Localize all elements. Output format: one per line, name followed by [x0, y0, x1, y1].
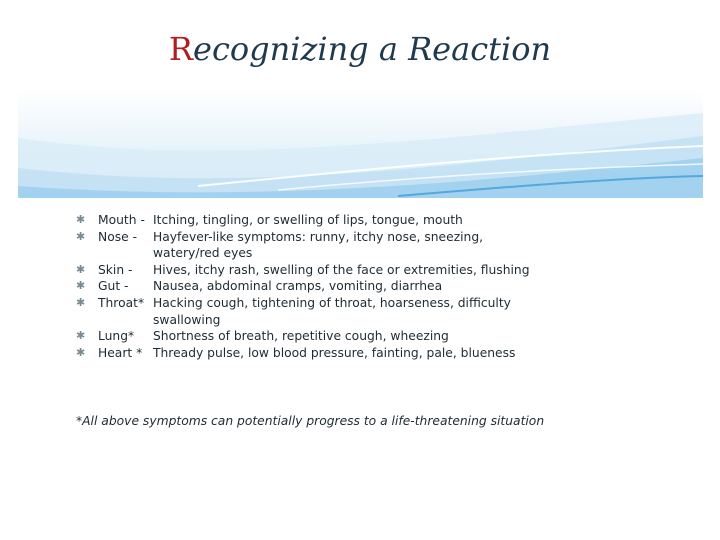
- list-item: [76, 278, 546, 295]
- symptom-text: Hayfever-like symptoms: runny, itchy nose, sneezing, watery/red eyes: [153, 229, 484, 261]
- symptom-text: Hacking cough, tightening of throat, hoarseness, difficulty swallowing: [153, 295, 511, 327]
- list-item: [76, 295, 546, 328]
- list-item: [76, 345, 546, 362]
- star-bullet-icon: ✱: [76, 279, 86, 293]
- footnote: *All above symptoms can potentially progress to a life-threatening situation: [76, 414, 545, 428]
- symptom-label: Lung*: [98, 329, 135, 344]
- symptom-text: Itching, tingling, or swelling of lips, tongue, mouth: [153, 213, 463, 227]
- symptom-label: Throat*: [98, 295, 145, 310]
- symptom-label: Mouth -: [98, 213, 145, 227]
- list-item: [76, 229, 546, 262]
- symptom-list: [76, 212, 546, 361]
- star-bullet-icon: ✱: [76, 295, 86, 309]
- symptom-text: Thready pulse, low blood pressure, fainting, pale, blueness: [153, 345, 516, 360]
- title-accent-letter: R: [168, 30, 194, 68]
- symptom-text: Shortness of breath, repetitive cough, wheezing: [153, 329, 449, 344]
- symptom-text: Nausea, abdominal cramps, vomiting, diarrhea: [153, 279, 443, 294]
- star-bullet-icon: ✱: [76, 329, 86, 343]
- star-bullet-icon: ✱: [76, 262, 86, 276]
- symptom-text: Hives, itchy rash, swelling of the face or extremities, flushing: [153, 262, 530, 277]
- star-bullet-icon: ✱: [76, 345, 86, 359]
- list-item: [76, 328, 546, 345]
- symptom-label: Heart *: [98, 345, 143, 360]
- star-bullet-icon: ✱: [76, 213, 86, 226]
- page-title: [0, 30, 720, 68]
- symptom-label: Nose -: [98, 229, 138, 244]
- title-text: ecognizing a Reaction: [193, 30, 552, 68]
- symptom-label: Gut -: [98, 279, 129, 294]
- symptom-label: Skin -: [98, 262, 133, 277]
- list-item: [76, 212, 546, 229]
- star-bullet-icon: ✱: [76, 229, 86, 243]
- list-item: [76, 262, 546, 279]
